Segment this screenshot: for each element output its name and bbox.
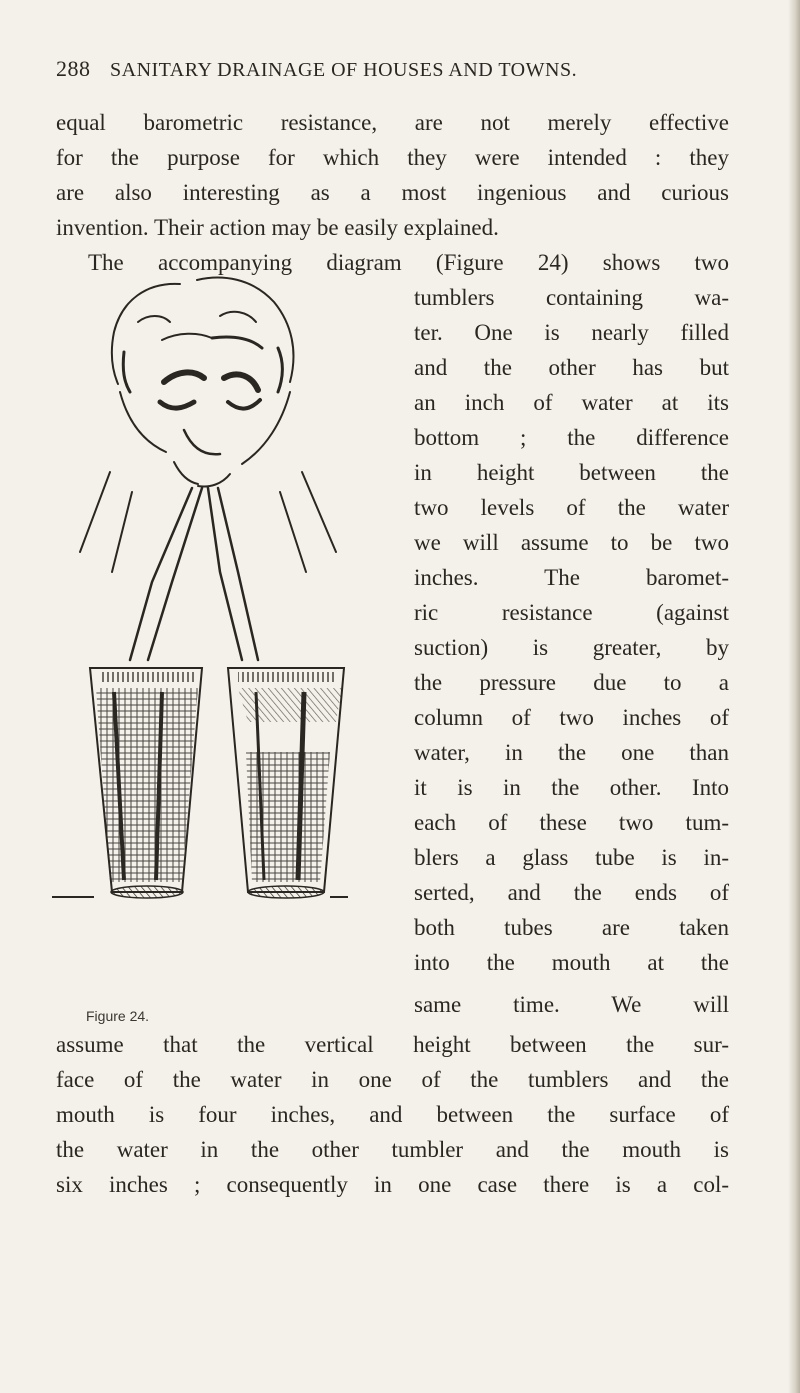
text-line: for the purpose for which they were intended : they	[56, 145, 729, 170]
column-line: serted, and the ends of	[414, 880, 729, 905]
column-line: water, in the one than	[414, 740, 729, 765]
text-line: six inches ; consequently in one case there is a col-	[56, 1172, 729, 1197]
text-line: The accompanying diagram (Figure 24) shows two	[88, 250, 729, 275]
figure-caption: Figure 24.	[86, 1008, 150, 1024]
running-head	[56, 56, 736, 82]
column-line: the pressure due to a	[414, 670, 729, 695]
text-line: are also interesting as a most ingenious and curious	[56, 180, 729, 205]
column-line: and the other has but	[414, 355, 729, 380]
left-tumbler	[90, 668, 202, 898]
column-line: bottom ; the difference	[414, 425, 729, 450]
column-line: tumblers containing wa-	[414, 285, 729, 310]
text-line: equal barometric resistance, are not merely effective	[56, 110, 729, 135]
column-line: an inch of water at its	[414, 390, 729, 415]
column-line: two levels of the water	[414, 495, 729, 520]
page-edge	[788, 0, 800, 1393]
column-line: blers a glass tube is in-	[414, 845, 729, 870]
text-line: assume that the vertical height between the sur-	[56, 1032, 729, 1057]
column-line: we will assume to be two	[414, 530, 729, 555]
column-line: both tubes are taken	[414, 915, 729, 940]
column-line: each of these two tum-	[414, 810, 729, 835]
column-line: ter. One is nearly filled	[414, 320, 729, 345]
column-line: into the mouth at the	[414, 950, 729, 975]
column-line: column of two inches of	[414, 705, 729, 730]
text-line: invention. Their action may be easily explained.	[56, 215, 499, 240]
column-line: inches. The baromet-	[414, 565, 729, 590]
text-line: face of the water in one of the tumblers and the	[56, 1067, 729, 1092]
column-line: it is in the other. Into	[414, 775, 729, 800]
right-tumbler	[228, 668, 344, 898]
text-line: the water in the other tumbler and the mouth is	[56, 1137, 729, 1162]
text-line: mouth is four inches, and between the surface of	[56, 1102, 729, 1127]
column-line: ric resistance (against	[414, 600, 729, 625]
column-line: same time. We will	[414, 992, 729, 1017]
column-line: suction) is greater, by	[414, 635, 729, 660]
figure-24-illustration	[52, 252, 352, 1004]
column-line: in height between the	[414, 460, 729, 485]
running-title: SANITARY DRAINAGE OF HOUSES AND TOWNS.	[110, 59, 578, 81]
page-number: 288	[56, 56, 91, 81]
